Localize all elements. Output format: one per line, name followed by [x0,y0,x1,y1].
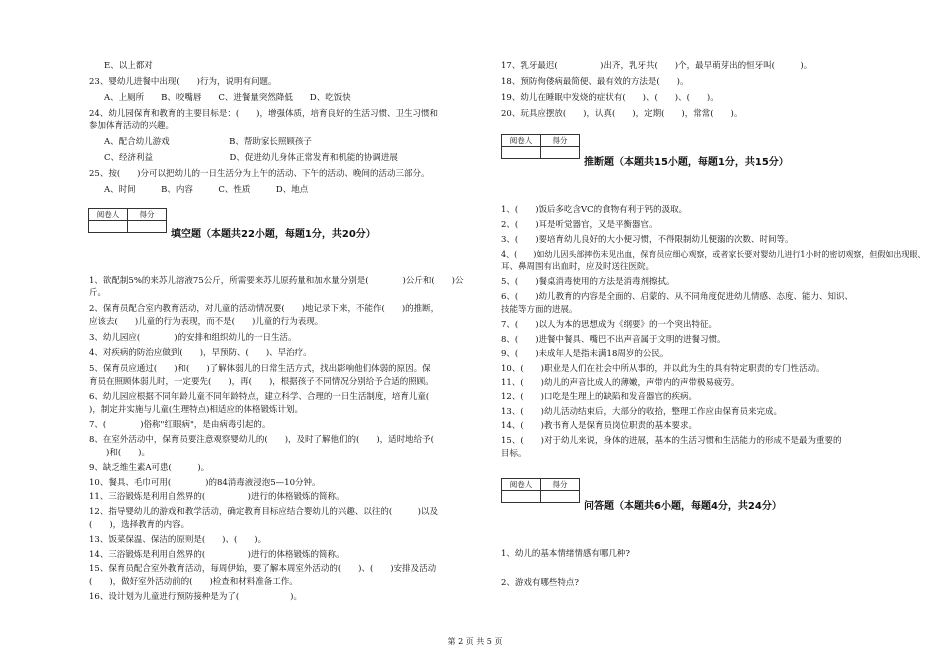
q22-option-e: E、以上都对 [104,61,153,71]
fill-section-title: 填空题（本题共22小题，每题1分，共20分） [171,229,376,240]
judge-line: 13、( )幼儿活动结束后，大部分的收拾，整理工作应由保育员来完成。 [501,407,782,417]
judge-line: 目标。 [501,449,527,459]
q25-stem: 25、按( )分可以把幼儿的一日生活分为上午的活动、下午的活动、晚间的活动三部分。 [89,169,430,179]
fill-line: )和( )。 [89,448,150,458]
fill-line: 4、对疾病的防治应做到( )，早预防、( )、早治疗。 [89,348,312,358]
fill-line: 15、保育员配合室外教育活动，每周伊始，要了解本周室外活动的( )、( )安排及活动 [89,564,437,574]
judge-line: 3、( )要培育幼儿良好的大小便习惯，不得限制幼儿便溺的次数、时间等。 [501,235,794,245]
q23-stem: 23、婴幼儿进餐中出现( )行为，说明有问题。 [89,77,277,87]
reviewer-label: 阅卷人 [502,479,541,491]
judge-line: 10、( )职业是人们在社会中所从事的，并以此为生的具有特定职责的专门性活动。 [501,364,825,374]
fill-line: 斤。 [89,288,107,298]
fill-line: 13、饭菜保温、保洁的原则是( )、( )。 [89,535,267,545]
fill-line: 16、设计划为儿童进行预防接种是为了( )。 [89,592,302,602]
qa-section-title: 问答题（本题共6小题，每题4分，共24分） [584,501,782,512]
q24-stem-cont: 参加体育活动的兴趣。 [89,121,175,131]
page-footer: 第 2 页 共 5 页 [447,637,503,646]
fill-line: ( )，选择教育的内容。 [89,520,190,530]
q24-options-ab: A、配合幼儿游戏 B、帮助家长照顾孩子 [104,137,312,147]
score-table-fill [88,208,167,233]
reviewer-cell [89,221,128,233]
reviewer-cell [502,491,541,503]
fill-line: 育员在照顾体弱儿时，一定要先( )，再( )，根据孩子不同情况分别给予合适的照顾。 [89,377,434,387]
q17: 17、乳牙最迟( )出齐，乳牙共( )个，最早萌芽出的恒牙叫( )。 [501,61,813,71]
judge-line: 15、( )对于幼儿来说，身体的进展，基本的生活习惯和生活能力的形成不是最为重要的 [501,436,842,446]
fill-line: 12、指导婴幼儿的游戏和教学活动，确定教育目标应结合婴幼儿的兴趣、以往的( )以及 [89,507,438,517]
fill-line: 6、幼儿园应根据不同年龄儿童不同年龄特点，建立科学、合理的一日生活制度，培育儿童( [89,392,447,402]
judge-section-title: 推断题（本题共15小题，每题1分，共15分） [584,157,789,168]
fill-line: 应该去( )儿童的行为表现，而不是( )儿童的行为表现。 [89,317,324,327]
fill-line: 2、保育员配合室内教育活动，对儿童的活动情况要( )地记录下来，不能作( )的推断， [89,304,440,314]
q24-stem: 24、幼儿园保育和教育的主要目标是：( )，增强体质，培育良好的生活习惯、卫生习惯和 [89,109,438,119]
fill-line: 9、缺乏维生素A可患( )。 [89,463,210,473]
judge-line: 4、( )如幼儿因头部摔伤未见出血，保育员应细心观察，或者家长要对婴幼儿进行1小时的密切观察，但假如出现眼、 [501,250,926,259]
judge-line: 耳、鼻周围有出血时，应及时送往医院。 [501,262,655,272]
reviewer-cell [502,147,541,159]
qa-line: 2、游戏有哪些特点? [501,578,579,588]
judge-line: 9、( )未成年人是指未满18周岁的公民。 [501,349,669,359]
fill-line: )，制定并实施与儿童(生理特点)相适应的体格锻炼计划。 [89,405,303,415]
fill-line: ( )，做好室外活动前的( )检查和材料准备工作。 [89,577,298,587]
reviewer-label: 阅卷人 [89,209,128,221]
score-table-judge [501,134,580,159]
score-cell [128,221,167,233]
q19: 19、幼儿在睡眠中发烧的症状有( )、( )、( )。 [501,93,719,103]
qa-line: 1、幼儿的基本情绪情感有哪几种? [501,549,630,559]
judge-line: 5、( )餐桌消毒使用的方法是消毒剂擦拭。 [501,277,675,287]
q20: 20、玩具应摆放( )，认真( )，定期( )，常常( )。 [501,109,743,119]
fill-line: 1、欲配制5%的来苏儿溶液75公斤，所需要来苏儿原药量和加水量分别是( )公斤和( )公 [89,276,464,286]
score-label: 得分 [541,479,580,491]
fill-line: 5、保育员应通过( )和( )了解体弱儿的日常生活方式，找出影响他们体弱的原因。保 [89,364,431,374]
judge-line: 11、( )幼儿的声音比成人的薄嫩，声带内的声带极易疲劳。 [501,378,740,388]
q25-options: A、时间 B、内容 C、性质 D、地点 [104,185,309,195]
score-table-qa [501,478,580,503]
score-cell [541,491,580,503]
q24-options-cd: C、经济利益 D、促进幼儿身体正常发育和机能的协调进展 [104,153,398,163]
fill-line: 10、餐具、毛巾可用( )的84消毒液浸泡5—10分钟。 [89,478,321,488]
fill-line: 11、三浴锻炼是利用自然界的( )进行的体格锻炼的简称。 [89,492,345,502]
judge-line: 技能等方面的进展。 [501,305,578,315]
q18: 18、预防佝偻病最简便、最有效的方法是( )。 [501,77,689,87]
judge-line: 7、( )以人为本的思想成为《纲要》的一个突出特征。 [501,320,718,330]
score-cell [541,147,580,159]
judge-line: 12、( )口吃是生理上的缺陷和发音器官的疾病。 [501,392,697,402]
judge-line: 8、( )进餐中餐具、嘴巴不出声音属于文明的进餐习惯。 [501,335,726,345]
score-label: 得分 [128,209,167,221]
judge-line: 14、( )教书育人是保育员岗位职责的基本要求。 [501,421,697,431]
fill-line: 14、三浴锻炼是利用自然界的( )进行的体格锻炼的简称。 [89,550,345,560]
judge-line: 2、( )耳是听觉器官，又是平衡器官。 [501,220,658,230]
reviewer-label: 阅卷人 [502,135,541,147]
fill-line: 3、幼儿园应( )的安排和组织幼儿的一日生活。 [89,333,297,343]
judge-line: 1、( )饭后多吃含VC的食物有利于钙的汲取。 [501,205,688,215]
judge-line: 6、( )幼儿教育的内容是全面的、启蒙的、从不同角度促进幼儿情感、态度、能力、知识、 [501,292,854,302]
fill-line: 7、( )俗称"红眼病"，是由病毒引起的。 [89,420,271,430]
q23-options: A、上厕所 B、咬嘴唇 C、进餐量突然降低 D、吃饭快 [104,93,351,103]
score-label: 得分 [541,135,580,147]
fill-line: 8、在室外活动中，保育员要注意观察婴幼儿的( )，及时了解他们的( )，适时地给予( [89,435,434,445]
